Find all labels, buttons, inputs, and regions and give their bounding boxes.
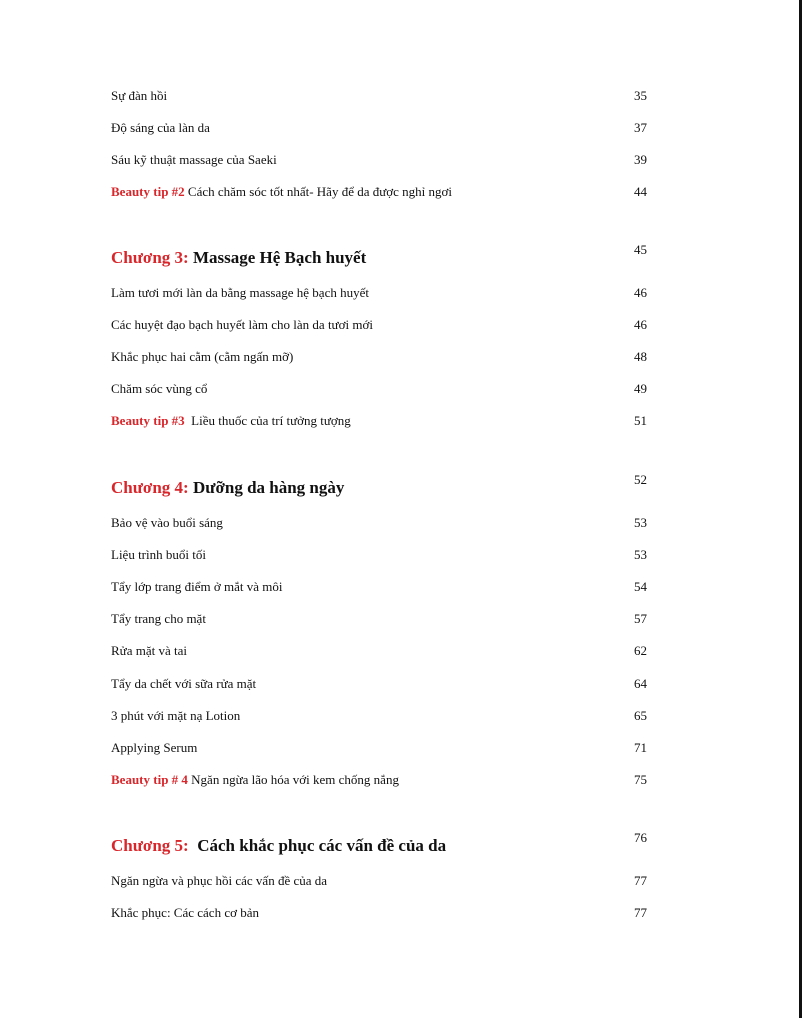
toc-entry-title: 3 phút với mặt nạ Lotion: [111, 708, 241, 723]
toc-entry-page: 71: [634, 740, 647, 755]
toc-entry-title: Các huyệt đạo bạch huyết làm cho làn da tươi mới: [111, 317, 373, 332]
toc-entry-page: 53: [634, 547, 647, 562]
toc-entry-title: Sự đàn hồi: [111, 88, 168, 103]
toc-entry-page: 46: [634, 285, 647, 300]
toc-entry-page: 65: [634, 708, 647, 723]
toc-entry-page: 35: [634, 88, 647, 103]
toc-entry-title: Chăm sóc vùng cổ: [111, 381, 208, 396]
chapter-page: 45: [634, 242, 647, 257]
toc-entry-page: 51: [634, 413, 647, 428]
toc-entry-page: 57: [634, 611, 647, 626]
beauty-tip-label: Beauty tip # 4: [111, 772, 188, 787]
toc-entry-page: 44: [634, 184, 647, 199]
chapter-label: Chương 5:: [111, 836, 189, 855]
toc-entry-title: Liệu trình buổi tối: [111, 547, 206, 562]
toc-entry-title: Ngăn ngừa và phục hồi các vấn đề của da: [111, 873, 328, 888]
toc-entry-page: 77: [634, 873, 647, 888]
beauty-tip-label: Beauty tip #3: [111, 413, 185, 428]
beauty-tip-title: Liều thuốc của trí tưởng tượng: [191, 413, 351, 428]
beauty-tip-title: Ngăn ngừa lão hóa với kem chống nắng: [191, 772, 399, 787]
toc-entry-page: 46: [634, 317, 647, 332]
beauty-tip-title: Cách chăm sóc tốt nhất- Hãy để da được nghỉ ngơi: [187, 184, 453, 199]
toc-entry-page: 75: [634, 772, 647, 787]
toc-entry-page: 39: [634, 152, 647, 167]
toc-entry-page: 62: [634, 643, 647, 658]
chapter-label: Chương 3:: [111, 248, 189, 267]
toc-entry-title: Tẩy trang cho mặt: [111, 611, 206, 626]
toc-entry-page: 37: [634, 120, 647, 135]
chapter-title: Massage Hệ Bạch huyết: [192, 248, 367, 267]
toc-entry-title: Tẩy lớp trang điểm ở mắt và môi: [111, 579, 283, 594]
toc-entry-page: 49: [634, 381, 647, 396]
toc-entry-title: Rửa mặt và tai: [111, 643, 187, 658]
toc-entry-title: Bảo vệ vào buổi sáng: [111, 515, 223, 530]
chapter-title: Cách khắc phục các vấn đề của da: [197, 836, 447, 855]
toc-entry-title: Làm tươi mới làn da bằng massage hệ bạch huyết: [111, 285, 369, 300]
toc-entry-title: Tẩy da chết với sữa rửa mặt: [111, 676, 257, 691]
toc-entry-title: Sáu kỹ thuật massage của Saeki: [111, 152, 277, 167]
toc-entry-page: 48: [634, 349, 647, 364]
chapter-page: 52: [634, 472, 647, 487]
toc-entry-title: Khắc phục hai cằm (cằm ngấn mỡ): [111, 349, 294, 364]
chapter-label: Chương 4:: [111, 478, 189, 497]
beauty-tip-label: Beauty tip #2: [111, 184, 185, 199]
toc-entry-title: Applying Serum: [111, 740, 198, 755]
chapter-title: Dưỡng da hàng ngày: [192, 478, 345, 497]
toc-entry-page: 54: [634, 579, 647, 594]
chapter-page: 76: [634, 830, 647, 845]
toc-entry-page: 64: [634, 676, 647, 691]
toc-entry-page: 77: [634, 905, 647, 920]
toc-entry-page: 53: [634, 515, 647, 530]
toc-entry-title: Độ sáng của làn da: [111, 120, 210, 135]
toc-entry-title: Khắc phục: Các cách cơ bản: [111, 905, 259, 920]
